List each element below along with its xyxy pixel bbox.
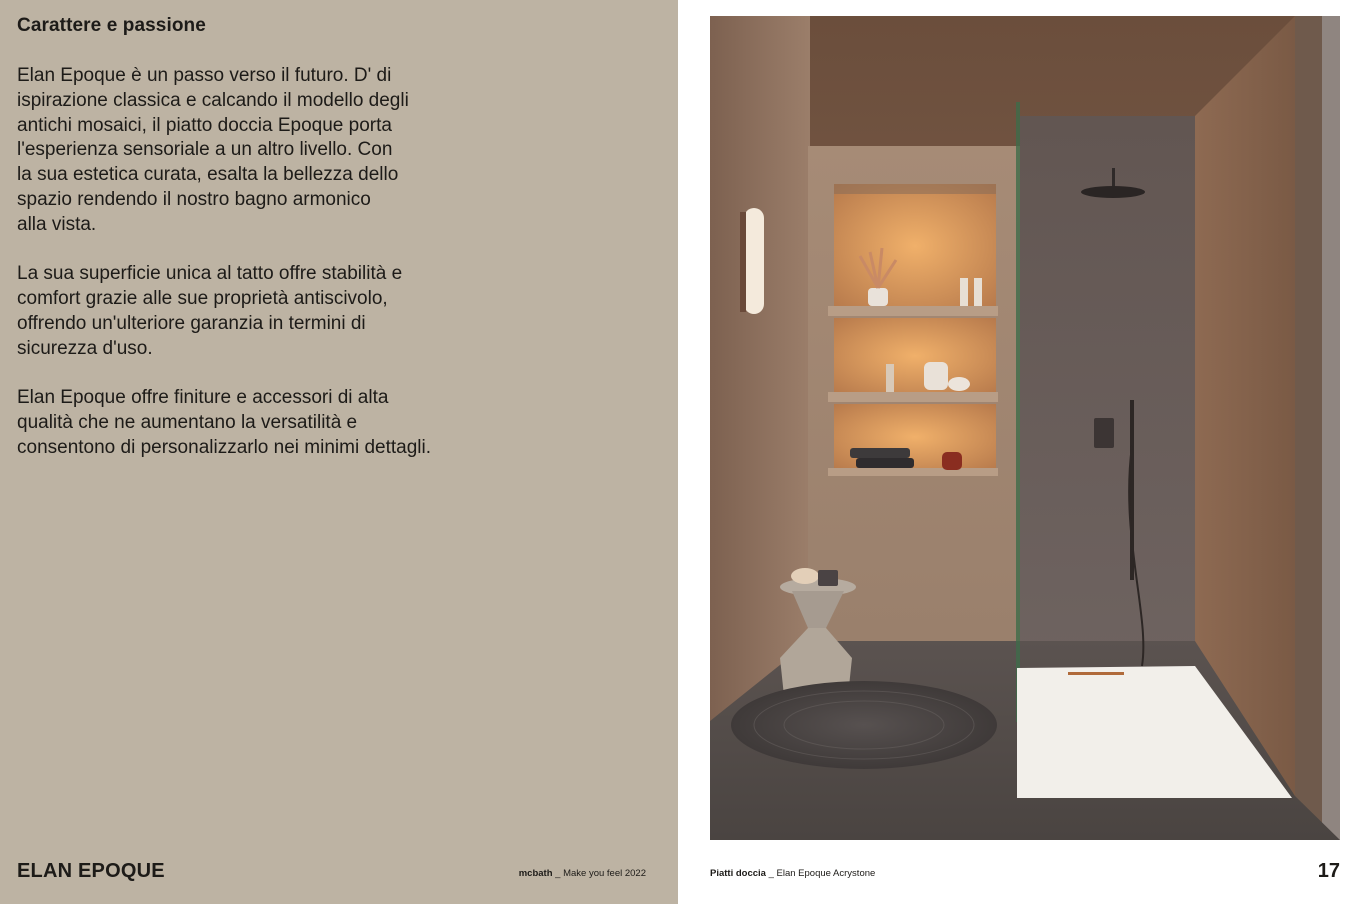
bathroom-photo bbox=[710, 16, 1340, 840]
footer-brand-note bbox=[519, 868, 646, 879]
footer-section: Piatti doccia bbox=[710, 868, 766, 879]
page-number: 17 bbox=[1317, 860, 1340, 882]
paragraph-2: La sua superficie unica al tatto offre stabilità e comfort grazie alle sue proprietà antiscivolo, offrendo un'ulteriore garanzia in termini di sicurezza d'uso. bbox=[17, 263, 403, 359]
footer-product: _ Elan Epoque Acrystone bbox=[768, 868, 876, 879]
footer-product-title: ELAN EPOQUE bbox=[17, 860, 165, 882]
paragraph-3: Elan Epoque offre finiture e accessori di alta qualità che ne aumentano la versatilità e consentono di personalizzarlo nei minimi dettagli. bbox=[17, 387, 432, 458]
page-heading: Carattere e passione bbox=[17, 15, 206, 36]
right-page bbox=[678, 0, 1356, 904]
footer-tagline: _ Make you feel 2022 bbox=[555, 868, 646, 879]
footer-section-note bbox=[710, 868, 875, 879]
paragraph-1: Elan Epoque è un passo verso il futuro. D' di ispirazione classica e calcando il modello degli antichi mosaici, il piatto doccia Epoque porta l'esperienza sensoriale a un altro livello. Con la sua estetica curata, esalta la bellezza dello spazio rendendo il nostro bagno armonico alla vista. bbox=[17, 65, 409, 235]
body-text bbox=[17, 64, 537, 486]
footer-brand: mcbath bbox=[518, 868, 553, 879]
